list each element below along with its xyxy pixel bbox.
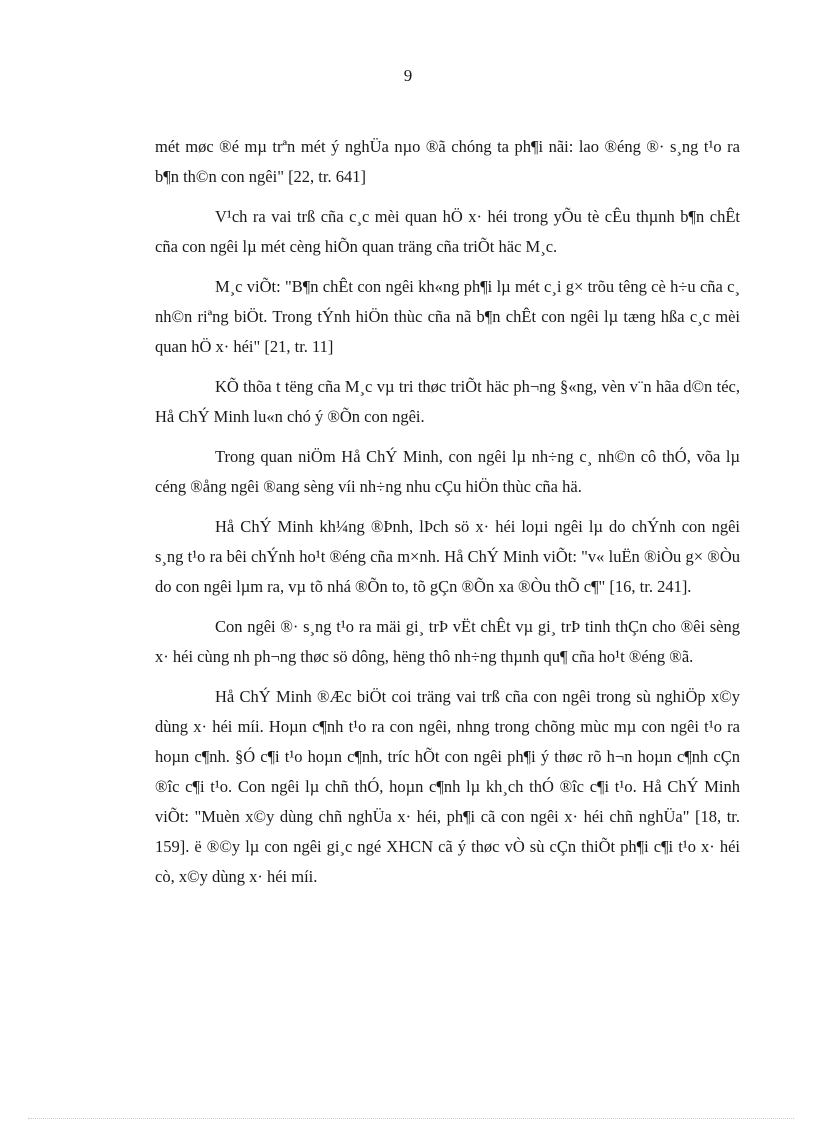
document-body — [155, 132, 740, 902]
paragraph-6: Hå ChÝ Minh kh¼ng ®Þnh, lÞch sö x· héi loµi ngêi lµ do chÝnh con ngêi s¸ng t¹o ra bêi chÝnh ho¹t ®éng cña m×nh. Hå ChÝ Minh viÕt: "v« luËn ®iÒu g× ®Òu do con ngêi lµm ra, vµ tõ nhá ®Õn to, tõ gÇn ®Õn xa ®Òu thÕ c¶" [16, tr. 241]. — [155, 517, 740, 596]
paragraph-5: Trong quan niÖm Hå ChÝ Minh, con ngêi lµ nh÷ng c¸ nh©n cô thÓ, võa lµ céng ®ång ngêi ®ang sèng víi nh÷ng nhu cÇu hiÖn thùc cña hä. — [155, 447, 740, 496]
paragraph-7: Con ngêi ®· s¸ng t¹o ra mäi gi¸ trÞ vËt chÊt vµ gi¸ trÞ tinh thÇn cho ®êi sèng x· héi cùng nh ph¬ng thøc sö dông, hëng thô nh÷ng thµnh qu¶ cña ho¹t ®éng ®ã. — [155, 617, 740, 666]
paragraph-2: V¹ch ra vai trß cña c¸c mèi quan hÖ x· héi trong yÕu tè cÊu thµnh b¶n chÊt cña con ngêi lµ mét cèng hiÕn quan träng cña triÕt häc M¸c. — [155, 207, 740, 256]
paragraph-3: M¸c viÕt: "B¶n chÊt con ngêi kh«ng ph¶i lµ mét c¸i g× trõu têng cè h÷u cña c¸ nh©n riªng biÖt. Trong tÝnh hiÖn thùc cña nã b¶n chÊt con ngêi lµ tæng hßa c¸c mèi quan hÖ x· héi" [21, tr. 11] — [155, 277, 740, 356]
paragraph-4: KÕ thõa t tëng cña M¸c vµ tri thøc triÕt häc ph¬ng §«ng, vèn v¨n hãa d©n téc, Hå ChÝ Minh lu«n chó ý ®Õn con ngêi. — [155, 377, 740, 426]
page-bottom-divider — [28, 1118, 794, 1119]
paragraph-8: Hå ChÝ Minh ®Æc biÖt coi träng vai trß cña con ngêi trong sù nghiÖp x©y dùng x· héi míi. Hoµn c¶nh t¹o ra con ngêi, nhng trong chõng mùc mµ con ngêi t¹o ra hoµn c¶nh. §Ó c¶i t¹o hoµn c¶nh, tríc hÕt con ngêi ph¶i ý thøc rõ h¬n hoµn c¶nh cÇn ®îc c¶i t¹o. Con ngêi lµ chñ thÓ, hoµn c¶nh lµ kh¸ch thÓ ®îc c¶i t¹o. Hå ChÝ Minh viÕt: "Muèn x©y dùng chñ nghÜa x· héi, ph¶i cã con ngêi x· héi chñ nghÜa" [18, tr. 159]. ë ®©y lµ con ngêi gi¸c ngé XHCN cã ý thøc vÒ sù cÇn thiÕt ph¶i c¶i t¹o x· héi cò, x©y dùng x· héi míi. — [155, 687, 740, 886]
page-number: 9 — [403, 66, 413, 85]
paragraph-1: mét møc ®é mµ trªn mét ý nghÜa nµo ®ã chóng ta ph¶i nãi: lao ®éng ®· s¸ng t¹o ra b¶n th©n con ngêi" [22, tr. 641] — [155, 137, 740, 186]
